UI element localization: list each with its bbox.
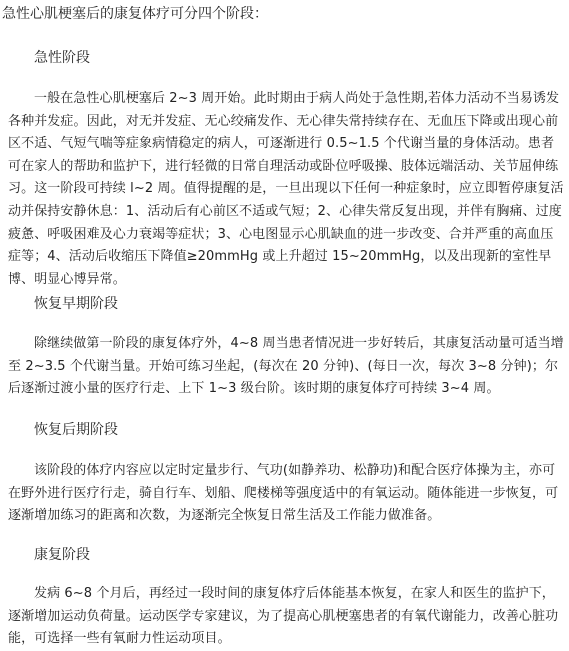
section-body-acute: 一般在急性心肌梗塞后 2~3 周开始。此时期由于病人尚处于急性期,若体力活动不当易诱发各种并发症。因此，对无并发症、无心绞痛发作、无心律失常持续存在、无血压下降或出现心前区不适、气短气喘等症象病情稳定的病人，可逐渐进行 0.5~1.5 个代谢当量的身体活动。患者可在家人的帮助和监护下，进行轻微的日常自理活动或卧位呼吸操、肢体远端活动、关节屈伸练习。这一阶段可持续 l~2 周。值得提醒的是，一旦出现以下任何一种症象时，应立即暂停康复活动并保持安静休息：1、活动后有心前区不适或气短；2、心律失常反复出现，并伴有胸痛、过度疲惫、呼吸困难及心力衰竭等症状；3、心电图显示心肌缺血的进一步改变、合并严重的高血压症等；4、活动后收缩压下降值≥20mmHg 或上升超过 15~20mmHg，以及出现新的室性早博、明显心博异常。 — [8, 91, 564, 287]
section-body-late-recovery: 该阶段的体疗内容应以定时定量步行、气功(如静养功、松静功)和配合医疗体操为主，亦可在野外进行医疗行走，骑自行车、划船、爬楼梯等强度适中的有氧运动。随体能进一步恢复，可逐渐增加练习的距离和次数，为逐渐完全恢复日常生活及工作能力做准备。 — [8, 463, 559, 524]
section-heading-rehabilitation: 康复阶段 — [34, 547, 90, 563]
intro-text: 急性心肌梗塞后的康复体疗可分四个阶段： — [2, 6, 268, 22]
section-body-rehabilitation: 发病 6~8 个月后，再经过一段时间的康复体疗后体能基本恢复，在家人和医生的监护下，逐渐增加运动负荷量。运动医学专家建议，为了提高心肌梗塞患者的有氧代谢能力，改善心脏功能，可选择一些有氧耐力性运动项目。 — [8, 586, 559, 647]
section-heading-late-recovery: 恢复后期阶段 — [34, 422, 118, 438]
section-heading-acute: 急性阶段 — [34, 50, 90, 66]
section-body-early-recovery: 除继续做第一阶段的康复体疗外，4~8 周当患者情况进一步好转后，其康复活动量可适当增至 2~3.5 个代谢当量。开始可练习坐起，(每次在 20 分钟)、(每日一次，每次 3~8 分钟)；尔后逐渐过渡小量的医疗行走、上下 1~3 级台阶。该时期的康复体疗可持续 3~4 周。 — [8, 336, 564, 397]
section-heading-early-recovery: 恢复早期阶段 — [34, 296, 118, 312]
